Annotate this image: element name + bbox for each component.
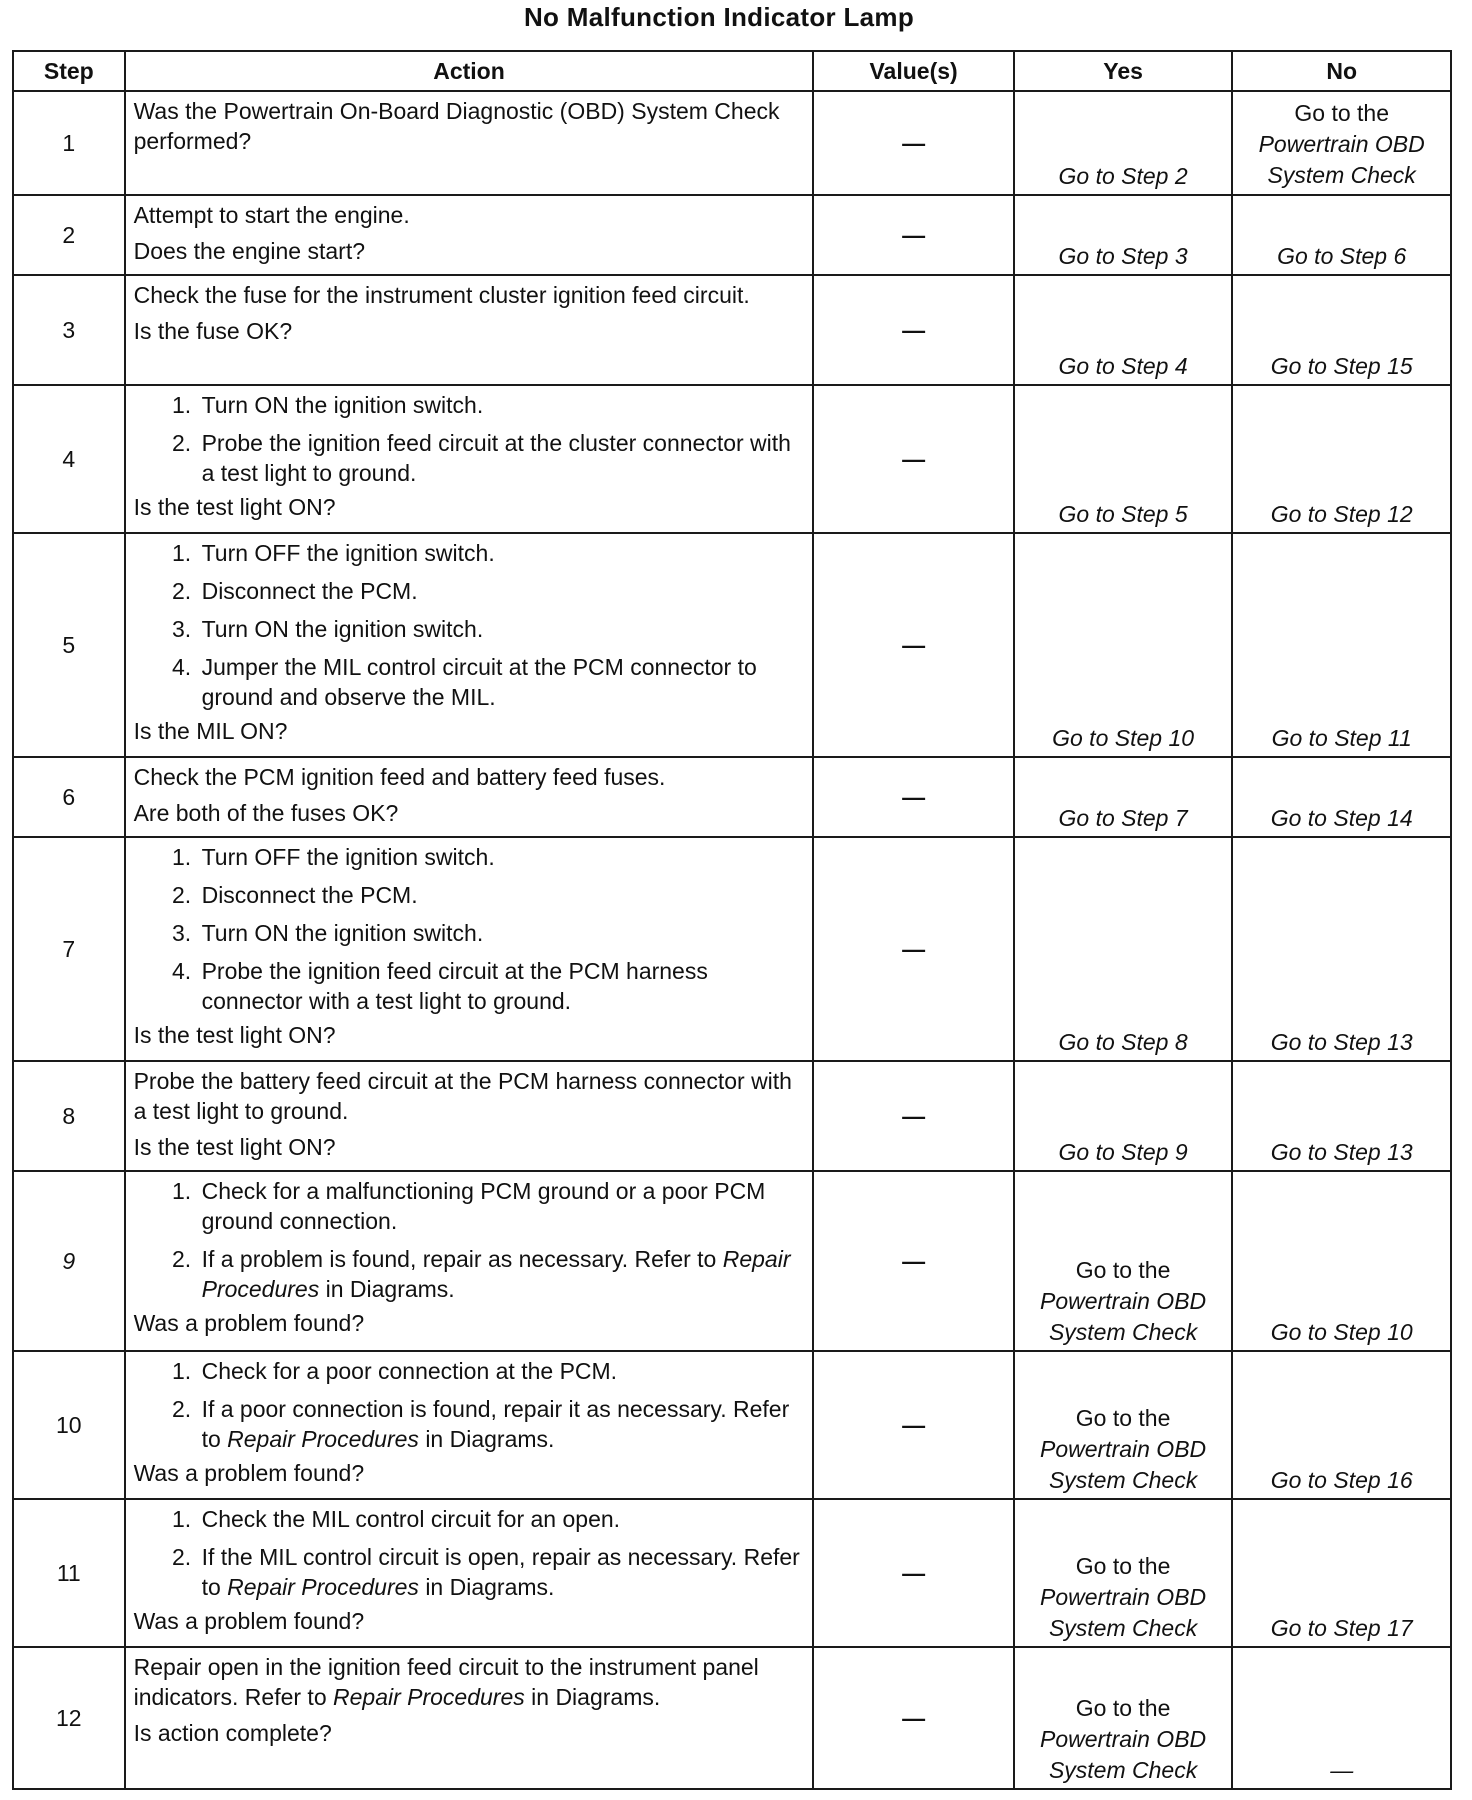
yes-cell-reference: Powertrain OBD System Check [1039,1436,1207,1493]
table-row [13,1351,1451,1499]
action-question: Is the test light ON? [133,1022,336,1048]
action-cell [125,1351,814,1499]
no-cell: Go to Step 12 [1232,385,1451,533]
no-cell: Go to Step 13 [1232,1061,1451,1171]
list-item: 2. Disconnect the PCM. [198,576,807,606]
step-number: 10 [13,1351,125,1499]
action-question: Was a problem found? [133,1460,365,1486]
list-item: 1. Check the MIL control circuit for an open. [198,1504,807,1534]
action-cell [125,757,814,837]
yes-cell-line: Go to the [1075,1405,1171,1431]
value-cell: — [813,1171,1013,1351]
action-cell [125,837,814,1061]
reference-text: If a poor connection is found, repair it as necessary. Refer to [201,1396,790,1452]
table-row [13,1647,1451,1789]
yes-cell-line: Go to the [1075,1553,1171,1579]
procedure-list [134,842,807,1016]
step-number: 7 [13,837,125,1061]
reference-text: in Diagrams. [325,1276,455,1302]
reference-text: in Diagrams. [425,1574,555,1600]
value-header: Value(s) [813,51,1013,91]
step-number: 9 [13,1171,125,1351]
action-text: Was the Powertrain On-Board Diagnostic (OBD) System Check performed? [133,98,780,154]
no-cell: Go to Step 11 [1232,533,1451,757]
list-item [198,1394,807,1454]
value-cell: — [813,1647,1013,1789]
value-cell: — [813,533,1013,757]
table-row [13,195,1451,275]
yes-cell-reference: Powertrain OBD System Check [1039,1584,1207,1641]
step-header: Step [13,51,125,91]
yes-cell-reference: Powertrain OBD System Check [1039,1726,1207,1783]
yes-cell-line: Go to the [1075,1695,1171,1721]
no-cell: — [1232,1647,1451,1789]
value-cell: — [813,1351,1013,1499]
procedure-list [134,1176,807,1304]
yes-cell: Go to Step 8 [1014,837,1233,1061]
step-number: 8 [13,1061,125,1171]
action-question: Was a problem found? [133,1310,365,1336]
list-item: 1. Check for a malfunctioning PCM ground or a poor PCM ground connection. [198,1176,807,1236]
procedure-list [134,1356,807,1454]
no-cell: Go to Step 13 [1232,837,1451,1061]
no-cell [1232,91,1451,195]
value-cell: — [813,837,1013,1061]
table-row [13,385,1451,533]
yes-cell: Go to Step 5 [1014,385,1233,533]
table-row [13,1061,1451,1171]
header-row [13,51,1451,91]
action-question: Is the test light ON? [133,1134,336,1160]
page-title: No Malfunction Indicator Lamp [523,2,915,32]
reference-link-text: Repair Procedures [227,1426,419,1452]
yes-cell: Go to Step 2 [1014,91,1233,195]
step-number: 1 [13,91,125,195]
yes-cell [1014,1351,1233,1499]
action-question: Was a problem found? [133,1608,365,1634]
list-item [198,1542,807,1602]
list-item: 3. Turn ON the ignition switch. [198,614,807,644]
step-number: 12 [13,1647,125,1789]
list-item: 1. Turn OFF the ignition switch. [198,538,807,568]
action-text: Check the fuse for the instrument cluster ignition feed circuit. [133,282,750,308]
procedure-list [134,390,807,488]
action-question: Is the fuse OK? [133,318,293,344]
yes-cell: Go to Step 7 [1014,757,1233,837]
action-header: Action [125,51,814,91]
action-cell [125,1061,814,1171]
value-cell: — [813,385,1013,533]
reference-text: in Diagrams. [425,1426,555,1452]
no-cell-line: Go to the [1294,100,1389,126]
action-question: Is the test light ON? [133,494,336,520]
action-text: Attempt to start the engine. [133,202,410,228]
action-question: Is action complete? [133,1720,332,1746]
no-header: No [1232,51,1451,91]
action-text [134,1652,807,1712]
table-row [13,837,1451,1061]
yes-header: Yes [1014,51,1233,91]
action-cell [125,1499,814,1647]
action-cell [125,1647,814,1789]
value-cell: — [813,91,1013,195]
reference-text: in Diagrams. [531,1684,661,1710]
action-question: Does the engine start? [133,238,366,264]
action-text: Check the PCM ignition feed and battery feed fuses. [133,764,666,790]
action-text: Probe the battery feed circuit at the PCM harness connector with a test light to ground. [133,1068,792,1124]
list-item: 4. Jumper the MIL control circuit at the PCM connector to ground and observe the MIL. [198,652,807,712]
step-number: 6 [13,757,125,837]
value-cell: — [813,757,1013,837]
list-item: 4. Probe the ignition feed circuit at the PCM harness connector with a test light to ground. [198,956,807,1016]
yes-cell: Go to Step 3 [1014,195,1233,275]
step-number: 2 [13,195,125,275]
no-cell-reference: Powertrain OBD System Check [1258,131,1425,188]
list-item: 1. Turn OFF the ignition switch. [198,842,807,872]
value-cell: — [813,1061,1013,1171]
action-cell [125,533,814,757]
no-cell: Go to Step 6 [1232,195,1451,275]
action-question: Is the MIL ON? [133,718,288,744]
no-cell: Go to Step 14 [1232,757,1451,837]
step-number: 4 [13,385,125,533]
value-cell: — [813,195,1013,275]
list-item: 1. Check for a poor connection at the PCM. [198,1356,807,1386]
step-number: 5 [13,533,125,757]
value-cell: — [813,1499,1013,1647]
diagnostic-table [12,50,1452,1790]
table-row [13,1171,1451,1351]
no-cell: Go to Step 16 [1232,1351,1451,1499]
table-row [13,1499,1451,1647]
reference-link-text: Repair Procedures [227,1574,419,1600]
action-cell [125,91,814,195]
action-question: Are both of the fuses OK? [133,800,399,826]
list-item: 2. Probe the ignition feed circuit at the cluster connector with a test light to ground. [198,428,807,488]
table-row [13,533,1451,757]
no-cell: Go to Step 15 [1232,275,1451,385]
yes-cell: Go to Step 4 [1014,275,1233,385]
no-cell: Go to Step 17 [1232,1499,1451,1647]
yes-cell-line: Go to the [1075,1257,1171,1283]
action-cell [125,385,814,533]
table-row [13,275,1451,385]
yes-cell: Go to Step 10 [1014,533,1233,757]
list-item: 3. Turn ON the ignition switch. [198,918,807,948]
step-number: 11 [13,1499,125,1647]
procedure-list [134,538,807,712]
reference-link-text: Repair Procedures [201,1246,791,1302]
reference-text: Repair open in the ignition feed circuit to the instrument panel indicators. Refer to [133,1654,759,1710]
reference-link-text: Repair Procedures [333,1684,525,1710]
reference-text: If the MIL control circuit is open, repair as necessary. Refer to [201,1544,800,1600]
list-item: 1. Turn ON the ignition switch. [198,390,807,420]
yes-cell [1014,1499,1233,1647]
list-item: 2. Disconnect the PCM. [198,880,807,910]
reference-text: If a problem is found, repair as necessary. Refer to [201,1246,717,1272]
list-item [198,1244,807,1304]
yes-cell [1014,1171,1233,1351]
action-cell [125,195,814,275]
step-number: 3 [13,275,125,385]
procedure-list [134,1504,807,1602]
yes-cell-reference: Powertrain OBD System Check [1039,1288,1207,1345]
action-cell [125,1171,814,1351]
yes-cell [1014,1647,1233,1789]
no-cell: Go to Step 10 [1232,1171,1451,1351]
value-cell: — [813,275,1013,385]
yes-cell: Go to Step 9 [1014,1061,1233,1171]
table-row [13,757,1451,837]
action-cell [125,275,814,385]
table-row [13,91,1451,195]
